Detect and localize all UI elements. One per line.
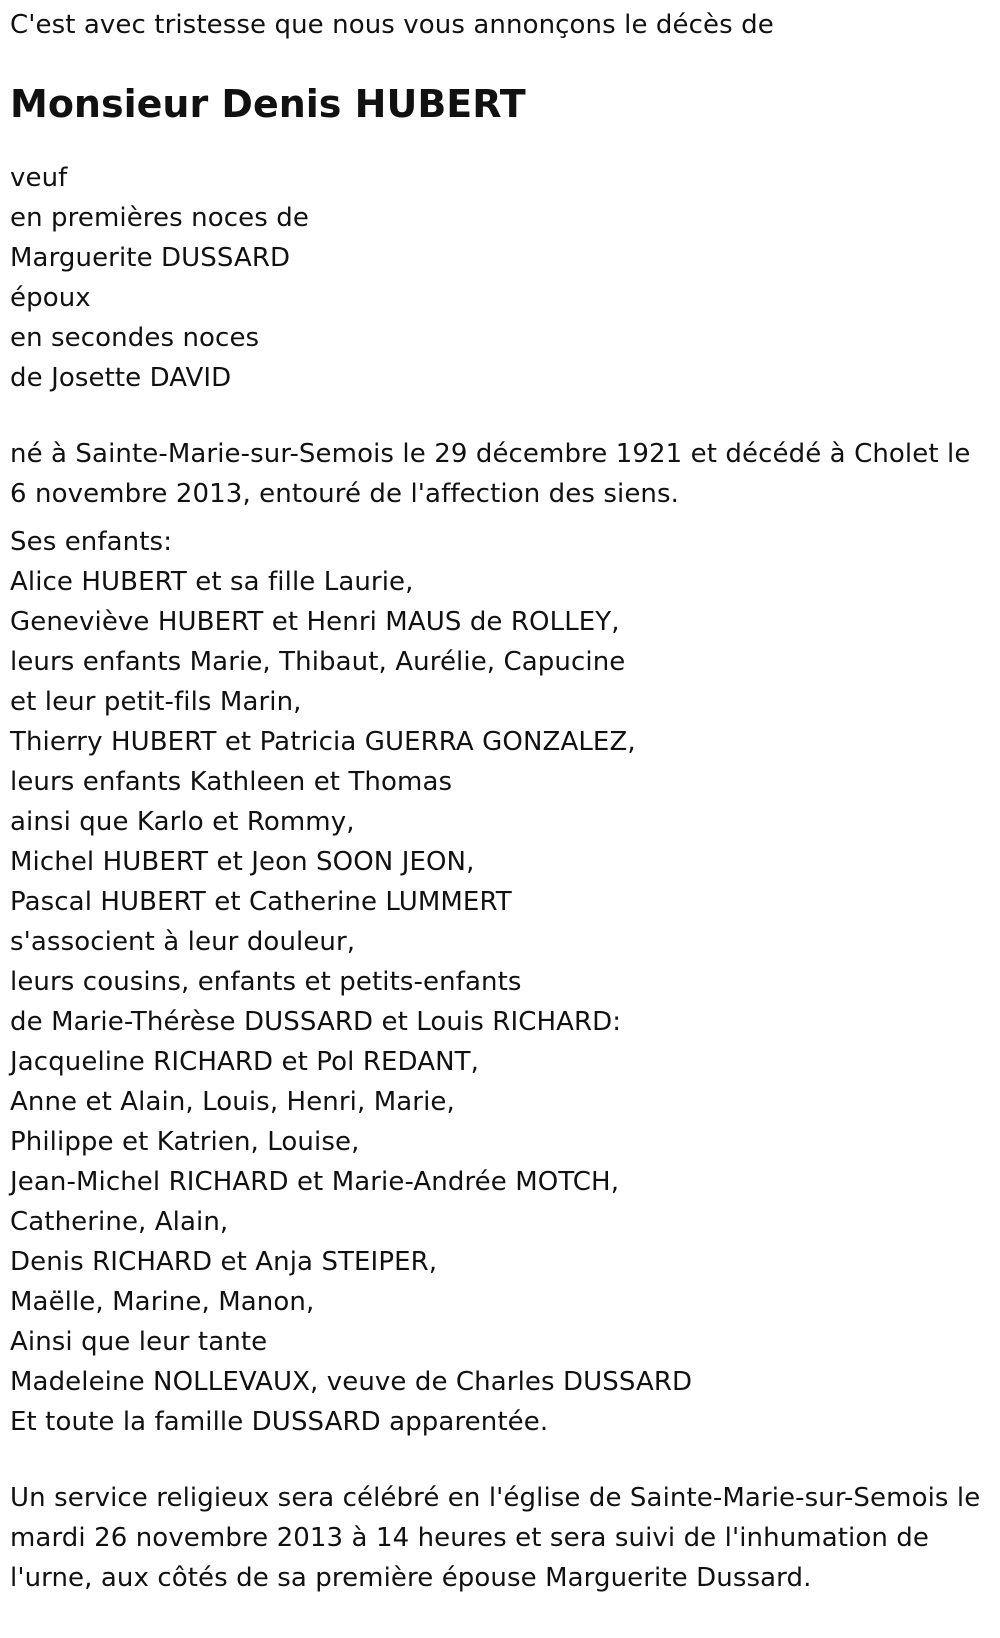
family-line: Philippe et Katrien, Louise, bbox=[10, 1127, 360, 1157]
family-line: Ainsi que leur tante bbox=[10, 1327, 268, 1357]
family-section bbox=[10, 522, 990, 1442]
family-line: Thierry HUBERT et Patricia GUERRA GONZALEZ, bbox=[10, 727, 636, 757]
family-line: Michel HUBERT et Jeon SOON JEON, bbox=[10, 847, 475, 877]
family-line: Madeleine NOLLEVAUX, veuve de Charles DUSSARD bbox=[10, 1367, 693, 1397]
status-line: de Josette DAVID bbox=[10, 363, 232, 393]
status-line: veuf bbox=[10, 163, 68, 193]
status-line: Marguerite DUSSARD bbox=[10, 243, 291, 273]
family-line: s'associent à leur douleur, bbox=[10, 927, 356, 957]
birth-death-line: né à Sainte-Marie-sur-Semois le 29 décembre 1921 et décédé à Cholet le bbox=[10, 439, 971, 469]
family-line: leurs cousins, enfants et petits-enfants bbox=[10, 967, 522, 997]
intro-text: C'est avec tristesse que nous vous annonçons le décès de bbox=[10, 10, 774, 40]
marital-status-section bbox=[10, 158, 990, 398]
family-line: Catherine, Alain, bbox=[10, 1207, 229, 1237]
service-line: l'urne, aux côtés de sa première épouse Marguerite Dussard. bbox=[10, 1563, 812, 1593]
deceased-name: Monsieur Denis HUBERT bbox=[10, 82, 526, 126]
family-line: leurs enfants Kathleen et Thomas bbox=[10, 767, 453, 797]
status-line: époux bbox=[10, 283, 91, 313]
obituary-notice bbox=[10, 0, 990, 1598]
service-line: Un service religieux sera célébré en l'église de Sainte-Marie-sur-Semois le bbox=[10, 1483, 981, 1513]
family-line: Et toute la famille DUSSARD apparentée. bbox=[10, 1407, 549, 1437]
family-line: Maëlle, Marine, Manon, bbox=[10, 1287, 315, 1317]
family-line: de Marie-Thérèse DUSSARD et Louis RICHARD: bbox=[10, 1007, 622, 1037]
status-line: en secondes noces bbox=[10, 323, 260, 353]
family-line: Ses enfants: bbox=[10, 527, 173, 557]
family-line: Pascal HUBERT et Catherine LUMMERT bbox=[10, 887, 512, 917]
family-line: et leur petit-fils Marin, bbox=[10, 687, 302, 717]
family-line: Geneviève HUBERT et Henri MAUS de ROLLEY, bbox=[10, 607, 620, 637]
status-line: en premières noces de bbox=[10, 203, 309, 233]
family-line: Anne et Alain, Louis, Henri, Marie, bbox=[10, 1087, 455, 1117]
funeral-service-section bbox=[10, 1478, 990, 1598]
family-line: Jacqueline RICHARD et Pol REDANT, bbox=[10, 1047, 479, 1077]
service-line: mardi 26 novembre 2013 à 14 heures et sera suivi de l'inhumation de bbox=[10, 1523, 929, 1553]
family-line: Denis RICHARD et Anja STEIPER, bbox=[10, 1247, 438, 1277]
birth-death-line: 6 novembre 2013, entouré de l'affection des siens. bbox=[10, 479, 680, 509]
birth-death-section bbox=[10, 434, 990, 514]
family-line: ainsi que Karlo et Rommy, bbox=[10, 807, 355, 837]
family-line: Alice HUBERT et sa fille Laurie, bbox=[10, 567, 414, 597]
family-line: leurs enfants Marie, Thibaut, Aurélie, Capucine bbox=[10, 647, 626, 677]
family-line: Jean-Michel RICHARD et Marie-Andrée MOTCH, bbox=[10, 1167, 620, 1197]
